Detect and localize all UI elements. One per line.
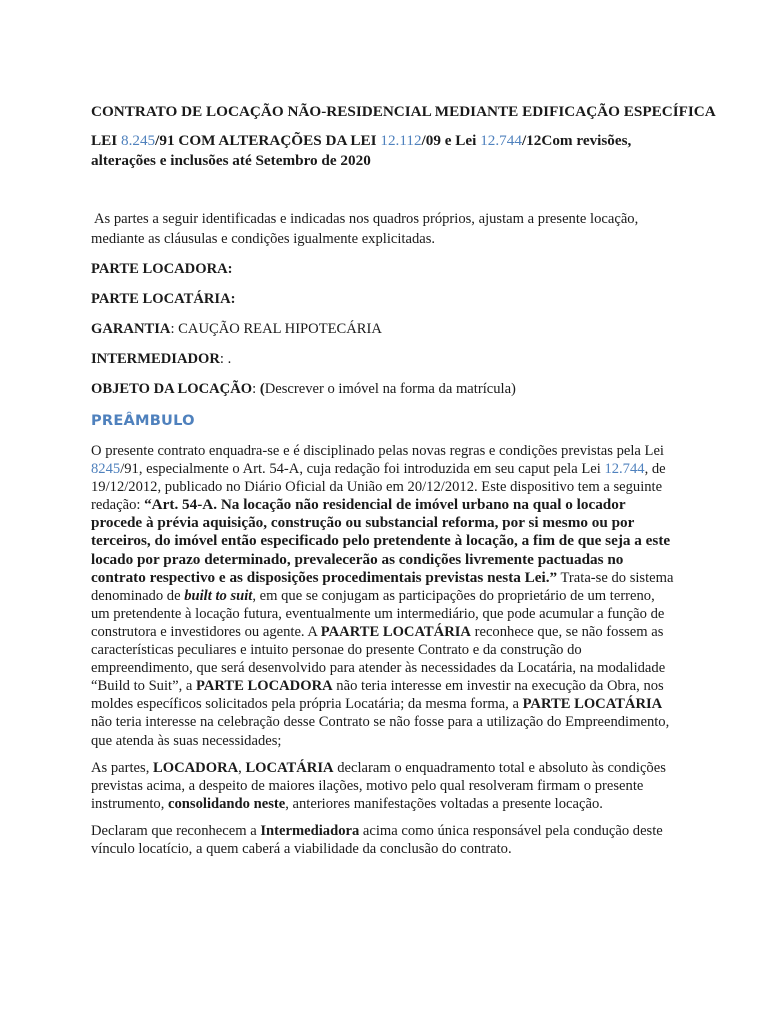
preambulo-paragraph-3	[91, 822, 676, 858]
p1-text-6: reconhece que, se não fossem as características peculiares e intuito personae do presente Contrato e da construção do empreendimento, que será desenvolvido para atender às necessidades da Locatária, na modalidade “Build to Suit”, a	[91, 623, 666, 695]
field-intermediador	[91, 349, 676, 369]
p1-text-4: Trata-se do sistema denominado de	[91, 569, 674, 604]
law-suffix: /12Com revisões, alterações e inclusões até Setembro de 2020	[91, 132, 632, 169]
p1-bold-parte-locadora: PARTE LOCADORA	[196, 678, 333, 695]
p1-bold-paarte-locataria: PAARTE LOCATÁRIA	[320, 623, 471, 640]
law-prefix: LEI	[91, 132, 121, 149]
p1-text-3: , de 19/12/2012, publicado no Diário Oficial da União em 20/12/2012. Este dispositivo tem a seguinte redação:	[91, 461, 666, 514]
p2-bold-consolidando: consolidando neste	[168, 795, 286, 812]
garantia-value: : CAUÇÃO REAL HIPOTECÁRIA	[170, 321, 382, 337]
field-garantia	[91, 319, 676, 339]
p2-text-4: , anteriores manifestações voltadas a presente locação.	[285, 795, 603, 812]
objeto-paren: (	[259, 381, 265, 397]
law-reference	[91, 131, 676, 171]
p1-text-7: não teria interesse em investir na execução da Obra, nos moldes específicos solicitados pela própria Locatária; da mesma forma, a	[91, 678, 664, 713]
p2-bold-locadora: LOCADORA	[153, 759, 239, 776]
p1-text-2: /91, especialmente o Art. 54-A, cuja redação foi introduzida em seu caput pela Lei	[120, 461, 605, 478]
intermediador-value: : .	[219, 351, 232, 367]
garantia-label: GARANTIA	[91, 321, 171, 337]
p1-law-link-8245[interactable]: 8245	[91, 461, 121, 478]
p2-text-1: As partes,	[91, 759, 154, 776]
p2-bold-locataria: LOCATÁRIA	[245, 759, 334, 776]
p1-text-8: não teria interesse na celebração desse Contrato se não fosse para a utilização do Empreendimento, que atenda às suas necessidades;	[91, 714, 670, 749]
p1-text-1: O presente contrato enquadra-se e é disciplinado pelas novas regras e condições previstas pela Lei	[91, 443, 664, 459]
field-objeto-locacao	[91, 379, 676, 399]
parte-locataria-label: PARTE LOCATÁRIA:	[91, 291, 236, 307]
preambulo-paragraph-2	[91, 759, 676, 813]
p1-law-link-12744[interactable]: 12.744	[604, 461, 645, 478]
law-mid1: /91 COM ALTERAÇÕES DA LEI	[155, 132, 381, 149]
p1-text-5: , em que se conjugam as participações do proprietário de um terreno, um pretendente à locação futura, eventualmente um intermediário, que pode acumular a função de construtora e investidores ou agente. A	[91, 587, 665, 640]
preambulo-heading: PREÂMBULO	[91, 412, 195, 429]
law-mid2: /09 e Lei	[421, 132, 481, 149]
p2-text-3: declaram o enquadramento total e absoluto às condições previstas acima, a despeito de maiores ilações, motivo pelo qual resolveram firmam o presente instrumento,	[91, 759, 666, 812]
parte-locadora-label: PARTE LOCADORA:	[91, 261, 233, 277]
p2-text-2: ,	[238, 759, 246, 776]
field-parte-locadora	[91, 259, 676, 279]
law-link-8245[interactable]: 8.245	[120, 132, 156, 149]
p1-built-to-suit-italic: built to suit	[184, 587, 253, 604]
objeto-colon: :	[252, 381, 260, 397]
law-link-12112[interactable]: 12.112	[380, 132, 422, 149]
intermediador-label: INTERMEDIADOR	[91, 351, 220, 367]
p1-quote-art-54a: “Art. 54-A. Na locação não residencial de imóvel urbano na qual o locador procede à prévia aquisição, construção ou substancial reforma, por si mesmo ou por terceiros, do imóvel então especificado pelo pretendente à locação, a fim de que seja a este locado por prazo determinado, prevalecerão as condições livremente pactuadas no contrato respectivo e as disposições procedimentais previstas nesta Lei.”	[91, 496, 671, 586]
field-parte-locataria	[91, 289, 676, 309]
p1-bold-parte-locataria: PARTE LOCATÁRIA	[522, 696, 663, 713]
objeto-label: OBJETO DA LOCAÇÃO	[91, 381, 253, 397]
objeto-value: Descrever o imóvel na forma da matrícula)	[264, 381, 516, 397]
intro-paragraph: As partes a seguir identificadas e indicadas nos quadros próprios, ajustam a presente locação, mediante as cláusulas e condições igualmente explicitadas.	[91, 211, 639, 247]
p3-text-1: Declaram que reconhecem a	[91, 822, 261, 839]
p3-bold-intermediadora: Intermediadora	[260, 822, 360, 839]
document-title: CONTRATO DE LOCAÇÃO NÃO-RESIDENCIAL MEDIANTE EDIFICAÇÃO ESPECÍFICA	[91, 103, 716, 120]
preambulo-paragraph-1	[91, 442, 676, 750]
p1-built-to-suit	[184, 588, 252, 604]
law-link-12744[interactable]: 12.744	[480, 132, 522, 149]
p3-text-2: acima como única responsável pela condução deste vínculo locatício, a quem caberá a viabilidade da conclusão do contrato.	[91, 822, 663, 857]
